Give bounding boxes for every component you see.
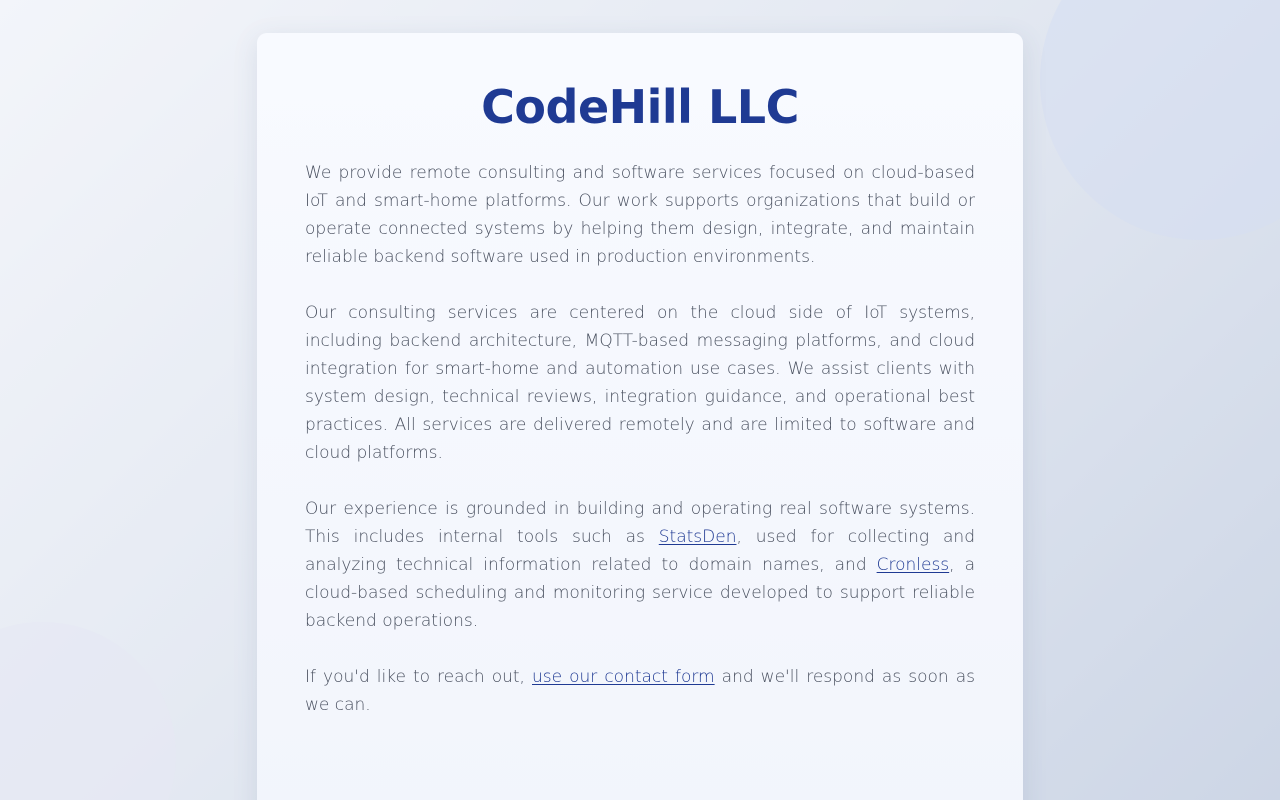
background-circle-right [1040, 0, 1280, 240]
experience-text-3: , a cloud-based scheduling and monitoring service developed to support reliable backend operations. [305, 555, 975, 631]
content-card [257, 33, 1023, 800]
experience-text-1: Our experience is grounded in building and operating real software systems. This includes internal tools such as [305, 499, 975, 547]
contact-form-link[interactable]: use our contact form [532, 667, 715, 687]
page-title: CodeHill LLC [481, 80, 799, 134]
background-circle-left [0, 622, 176, 800]
experience-paragraph [305, 495, 975, 635]
statsden-link[interactable]: StatsDen [658, 527, 737, 547]
services-paragraph: Our consulting services are centered on the cloud side of IoT systems, including backend architecture, MQTT-based messaging platforms, and cloud integration for smart-home and automation use cases. We assist clients with system design, technical reviews, integration guidance, and operational best practices. All services are delivered remotely and are limited to software and cloud platforms. [305, 303, 975, 463]
intro-paragraph: We provide remote consulting and software services focused on cloud-based IoT and smart-home platforms. Our work supports organizations that build or operate connected systems by helping them design, integrate, and maintain reliable backend software used in production environments. [305, 163, 975, 267]
contact-text-1: If you'd like to reach out, [305, 667, 532, 687]
contact-paragraph [305, 663, 975, 719]
contact-text-2: and we'll respond as soon as we can. [305, 667, 975, 715]
experience-text-2: , used for collecting and analyzing technical information related to domain names, and [305, 527, 975, 575]
cronless-link[interactable]: Cronless [876, 555, 950, 575]
